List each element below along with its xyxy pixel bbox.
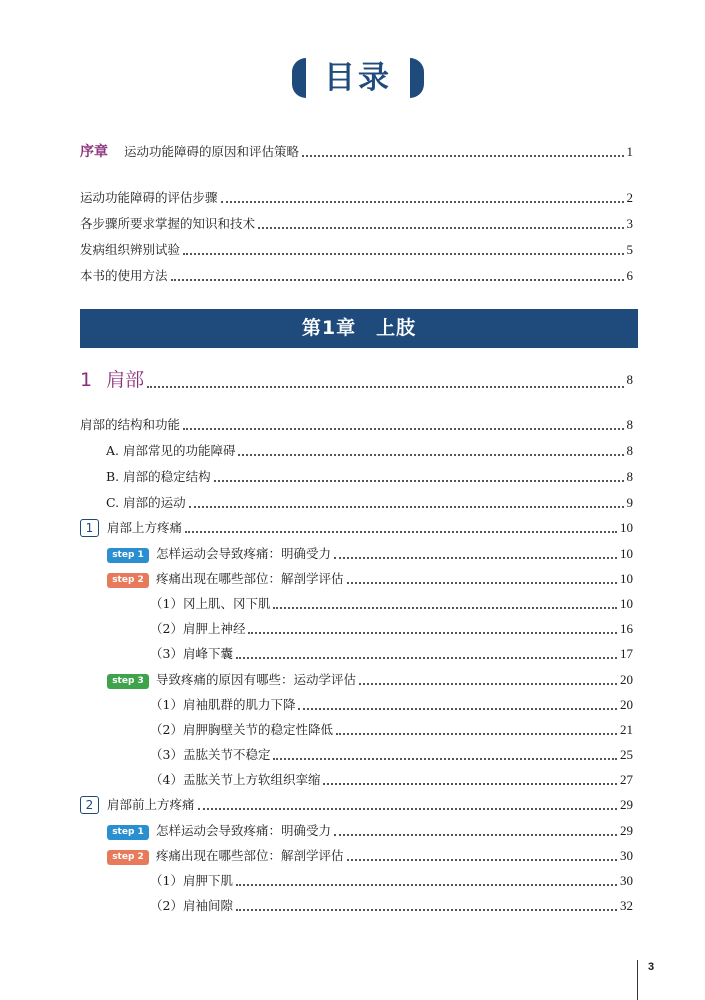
dot-leader bbox=[323, 783, 617, 785]
dot-leader bbox=[336, 733, 617, 735]
dot-leader bbox=[238, 454, 623, 456]
toc-entry-page: 10 bbox=[620, 596, 633, 611]
toc-entry-label: 导致疼痛的原因有哪些：运动学评估 bbox=[156, 672, 357, 687]
toc-step[interactable] bbox=[107, 847, 633, 865]
toc-entry-label: 肩部前上方疼痛 bbox=[107, 797, 195, 812]
toc-topic[interactable] bbox=[80, 796, 633, 814]
toc-entry-label: （1）肩袖肌群的肌力下降 bbox=[150, 697, 296, 712]
toc-topic[interactable] bbox=[80, 519, 633, 537]
toc-entry-page: 20 bbox=[620, 672, 633, 687]
toc-entry-label: （1）肩胛下肌 bbox=[150, 873, 233, 888]
dot-leader bbox=[147, 386, 623, 388]
toc-entry-page: 30 bbox=[620, 873, 633, 888]
toc-entry-label: （2）肩胛胸壁关节的稳定性降低 bbox=[150, 722, 333, 737]
dot-leader bbox=[221, 201, 624, 203]
toc-entry-page: 9 bbox=[626, 495, 633, 510]
toc-entry-page: 8 bbox=[626, 417, 633, 432]
toc-entry-page: 21 bbox=[620, 722, 633, 737]
dot-leader bbox=[302, 155, 623, 157]
dot-leader bbox=[248, 632, 617, 634]
toc-entry[interactable] bbox=[106, 494, 633, 512]
dot-leader bbox=[236, 657, 617, 659]
toc-subentry[interactable] bbox=[150, 746, 633, 764]
toc-subentry[interactable] bbox=[150, 721, 633, 739]
toc-subentry[interactable] bbox=[150, 696, 633, 714]
toc-entry-page: 16 bbox=[620, 621, 633, 636]
dot-leader bbox=[347, 582, 617, 584]
toc-entry-label: 运动功能障碍的原因和评估策略 bbox=[124, 144, 300, 159]
section-title: 肩部 bbox=[106, 369, 145, 391]
toc-entry-page: 8 bbox=[626, 372, 633, 387]
page-number: 3 bbox=[648, 961, 655, 973]
prelude-tag: 序章 bbox=[80, 144, 108, 160]
toc-entry-page: 3 bbox=[626, 216, 633, 231]
toc-entry-label: （1）冈上肌、冈下肌 bbox=[150, 596, 271, 611]
toc-step[interactable] bbox=[107, 671, 633, 689]
toc-entry-label: （2）肩胛上神经 bbox=[150, 621, 246, 636]
toc-subentry[interactable] bbox=[150, 771, 633, 789]
title-right-cap bbox=[410, 58, 424, 98]
toc-entry-label: 怎样运动会导致疼痛：明确受力 bbox=[156, 546, 332, 561]
toc-entry-label: （2）肩袖间隙 bbox=[150, 898, 233, 913]
toc-entry-label: 运动功能障碍的评估步骤 bbox=[80, 190, 218, 205]
toc-entry-label: 各步骤所要求掌握的知识和技术 bbox=[80, 216, 256, 231]
toc-entry-page: 29 bbox=[620, 823, 633, 838]
topic-number-box: 1 bbox=[80, 519, 99, 537]
toc-entry-label: 本书的使用方法 bbox=[80, 268, 168, 283]
toc-entry-label: 怎样运动会导致疼痛：明确受力 bbox=[156, 823, 332, 838]
toc-entry-page: 20 bbox=[620, 697, 633, 712]
toc-entry-page: 6 bbox=[626, 268, 633, 283]
toc-entry-page: 2 bbox=[626, 190, 633, 205]
toc-step[interactable] bbox=[107, 570, 633, 588]
toc-entry-label: （4）盂肱关节上方软组织挛缩 bbox=[150, 772, 321, 787]
toc-entry-page: 17 bbox=[620, 646, 633, 661]
toc-entry-label: 发病组织辨别试验 bbox=[80, 242, 181, 257]
toc-entry-label: A. 肩部常见的功能障碍 bbox=[106, 443, 236, 458]
dot-leader bbox=[347, 859, 617, 861]
toc-entry-page: 8 bbox=[626, 443, 633, 458]
toc-entry-label: 肩部上方疼痛 bbox=[107, 520, 183, 535]
page-title: 目录 bbox=[324, 60, 392, 96]
toc-subentry[interactable] bbox=[150, 620, 633, 638]
dot-leader bbox=[236, 884, 617, 886]
toc-step[interactable] bbox=[107, 545, 633, 563]
toc-entry-label: （3）肩峰下囊 bbox=[150, 646, 233, 661]
toc-entry-page: 32 bbox=[620, 898, 633, 913]
toc-subentry[interactable] bbox=[150, 595, 633, 613]
toc-entry[interactable] bbox=[80, 416, 633, 434]
dot-leader bbox=[236, 909, 617, 911]
toc-entry-page: 27 bbox=[620, 772, 633, 787]
toc-entry[interactable] bbox=[80, 189, 633, 207]
toc-entry-page: 8 bbox=[626, 469, 633, 484]
toc-entry[interactable] bbox=[80, 215, 633, 233]
step-badge: step 1 bbox=[107, 825, 149, 840]
toc-entry-prelude[interactable] bbox=[80, 143, 633, 161]
toc-entry-page: 10 bbox=[620, 571, 633, 586]
toc-entry[interactable] bbox=[106, 442, 633, 460]
chapter-banner[interactable] bbox=[80, 309, 638, 348]
dot-leader bbox=[359, 683, 617, 685]
dot-leader bbox=[273, 758, 617, 760]
step-badge: step 1 bbox=[107, 548, 149, 563]
toc-entry-page: 1 bbox=[626, 144, 633, 159]
step-badge: step 2 bbox=[107, 573, 149, 588]
toc-entry-label: C. 肩部的运动 bbox=[106, 495, 186, 510]
dot-leader bbox=[183, 253, 623, 255]
dot-leader bbox=[214, 480, 624, 482]
toc-entry-page: 29 bbox=[620, 797, 633, 812]
toc-entry[interactable] bbox=[80, 267, 633, 285]
toc-entry-label: 疼痛出现在哪些部位：解剖学评估 bbox=[156, 848, 344, 863]
dot-leader bbox=[334, 557, 617, 559]
toc-title-banner bbox=[292, 58, 424, 98]
toc-entry-label: B. 肩部的稳定结构 bbox=[106, 469, 211, 484]
toc-entry-page: 25 bbox=[620, 747, 633, 762]
dot-leader bbox=[189, 506, 624, 508]
toc-entry-page: 10 bbox=[620, 546, 633, 561]
toc-step[interactable] bbox=[107, 822, 633, 840]
title-left-cap bbox=[292, 58, 306, 98]
chapter-title: 第1章 上肢 bbox=[301, 317, 417, 339]
dot-leader bbox=[171, 279, 624, 281]
toc-entry[interactable] bbox=[106, 468, 633, 486]
dot-leader bbox=[334, 834, 617, 836]
toc-subentry[interactable] bbox=[150, 897, 633, 915]
dot-leader bbox=[298, 708, 617, 710]
toc-entry-label: （3）盂肱关节不稳定 bbox=[150, 747, 271, 762]
step-badge: step 3 bbox=[107, 674, 149, 689]
toc-subentry[interactable] bbox=[150, 872, 633, 890]
toc-entry-page: 10 bbox=[620, 520, 633, 535]
dot-leader bbox=[273, 607, 617, 609]
topic-number-box: 2 bbox=[80, 796, 99, 814]
dot-leader bbox=[198, 808, 617, 810]
dot-leader bbox=[185, 531, 617, 533]
toc-section-shoulder[interactable] bbox=[80, 368, 633, 392]
toc-entry[interactable] bbox=[80, 241, 633, 259]
step-badge: step 2 bbox=[107, 850, 149, 865]
toc-entry-page: 30 bbox=[620, 848, 633, 863]
footer-divider bbox=[637, 960, 638, 1000]
dot-leader bbox=[258, 227, 623, 229]
section-number: 1 bbox=[80, 369, 93, 391]
dot-leader bbox=[183, 428, 623, 430]
toc-entry-label: 肩部的结构和功能 bbox=[80, 417, 181, 432]
toc-subentry[interactable] bbox=[150, 645, 633, 663]
toc-entry-label: 疼痛出现在哪些部位：解剖学评估 bbox=[156, 571, 344, 586]
toc-entry-page: 5 bbox=[626, 242, 633, 257]
